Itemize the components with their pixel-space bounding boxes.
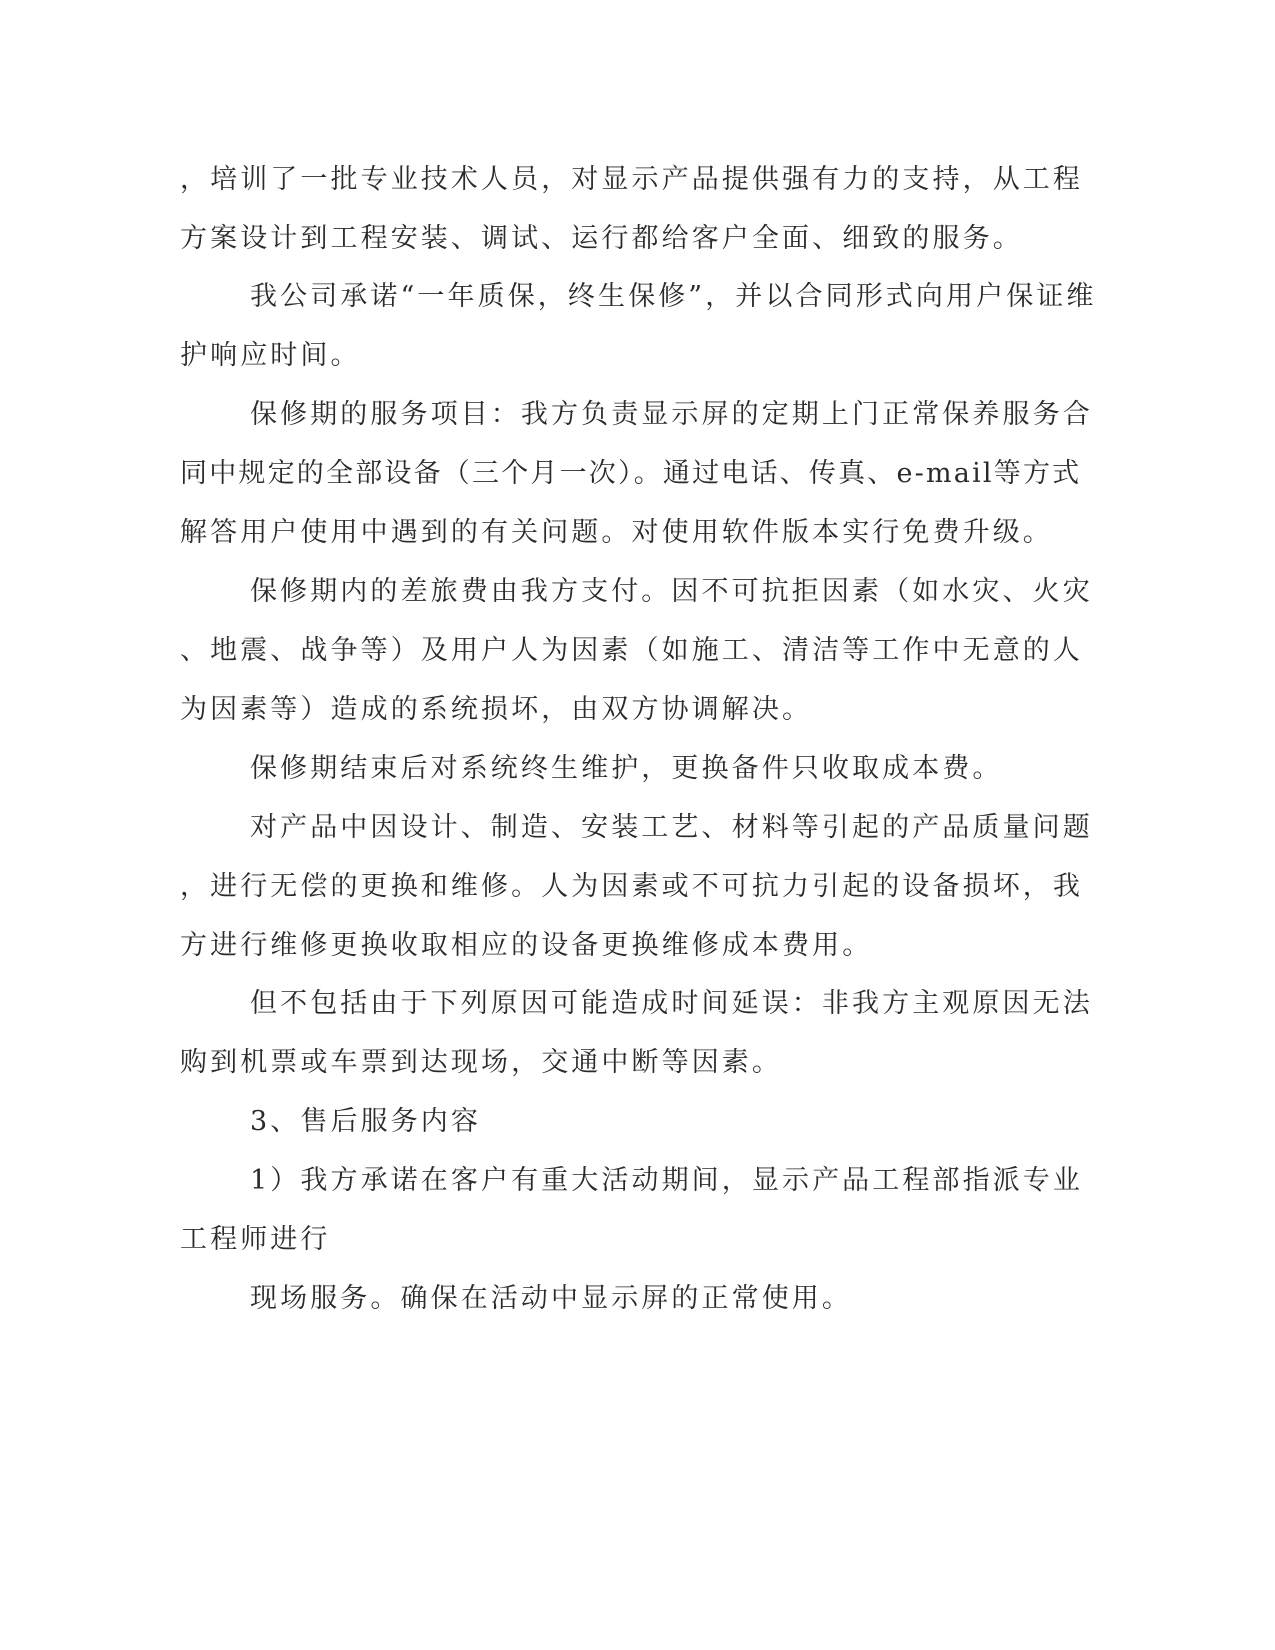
text-line: 为因素等）造成的系统损坏，由双方协调解决。 [180,694,813,725]
text-line: 保修期内的差旅费由我方支付。因不可抗拒因素（如水灾、火灾 [250,576,1093,607]
text-line: 方进行维修更换收取相应的设备更换维修成本费用。 [180,930,873,961]
text-line: 对产品中因设计、制造、安装工艺、材料等引起的产品质量问题 [250,812,1093,843]
text-line: 、地震、战争等）及用户人为因素（如施工、清洁等工作中无意的人 [180,635,1083,666]
text-line: 但不包括由于下列原因可能造成时间延误：非我方主观原因无法 [250,988,1093,1019]
text-line: 购到机票或车票到达现场，交通中断等因素。 [180,1047,782,1078]
text-line: 保修期结束后对系统终生维护，更换备件只收取成本费。 [250,753,1003,784]
text-line: ，进行无偿的更换和维修。人为因素或不可抗力引起的设备损坏，我 [180,871,1083,902]
text-line: ，培训了一批专业技术人员，对显示产品提供强有力的支持，从工程 [180,164,1083,195]
text-line: 保修期的服务项目：我方负责显示屏的定期上门正常保养服务合 [250,399,1093,430]
text-line: 现场服务。确保在活动中显示屏的正常使用。 [250,1283,852,1314]
text-line: 工程师进行 [180,1224,331,1255]
text-line: 同中规定的全部设备（三个月一次）。通过电话、传真、e-mail等方式 [180,458,1082,489]
section-heading: 3、售后服务内容 [250,1106,481,1137]
text-line: 1）我方承诺在客户有重大活动期间，显示产品工程部指派专业 [250,1165,1083,1196]
text-line: 我公司承诺“一年质保，终生保修”，并以合同形式向用户保证维 [250,281,1097,312]
text-line: 护响应时间。 [180,340,361,371]
text-line: 方案设计到工程安装、调试、运行都给客户全面、细致的服务。 [180,223,1023,254]
text-line: 解答用户使用中遇到的有关问题。对使用软件版本实行免费升级。 [180,517,1053,548]
